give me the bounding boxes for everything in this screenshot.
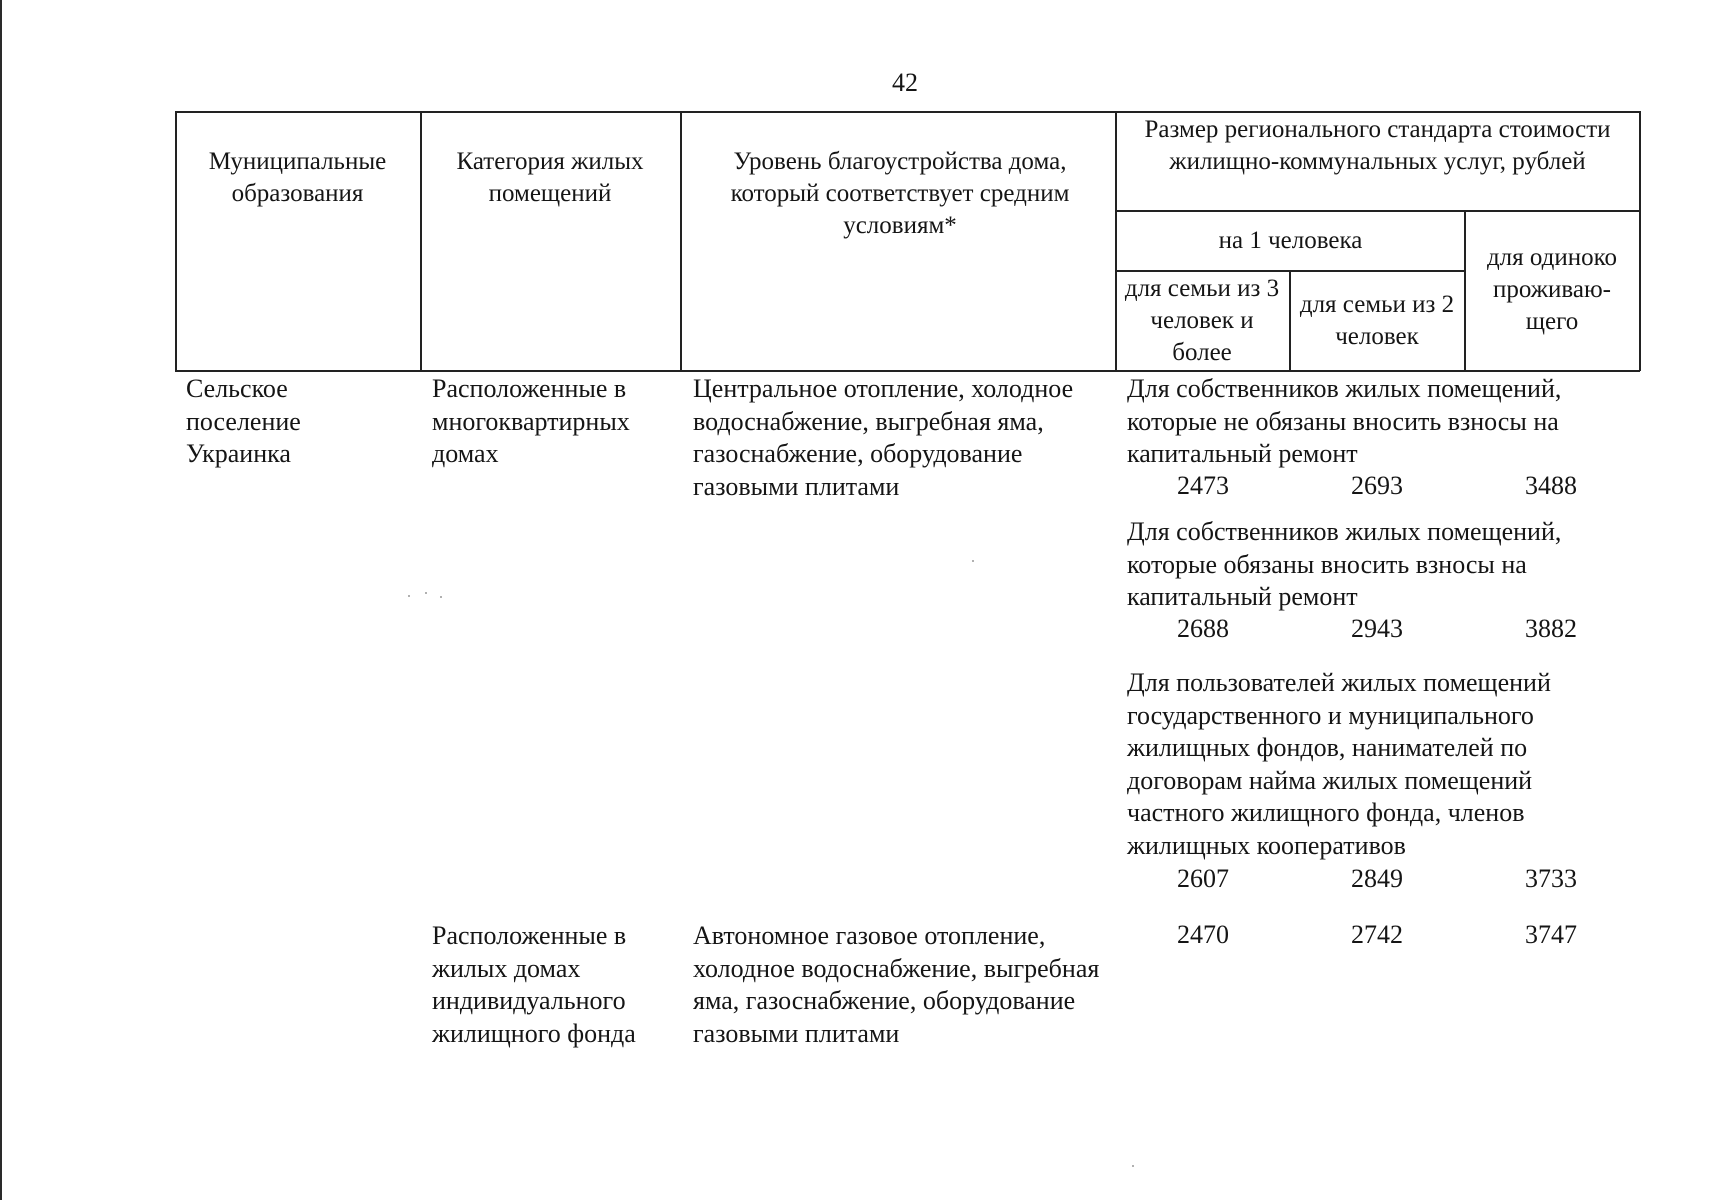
header-municipal: Муниципальные образования [208, 148, 387, 207]
category-individual-houses: Расположенные в жилых домах индивидуального жилищного фонда [432, 921, 636, 1048]
group-2-family-3-value: 2688 [1177, 614, 1229, 643]
header-per-person: на 1 человека [1218, 227, 1363, 254]
group-1-label: Для собственников жилых помещений, которые не обязаны вносить взносы на капитальный ремонт [1127, 374, 1562, 468]
header-family-2: для семьи из 2 человек [1299, 291, 1455, 350]
individual-family-2-value: 2742 [1351, 920, 1403, 949]
col-divider-4 [1289, 270, 1291, 371]
group-2-label: Для собственников жилых помещений, которые обязаны вносить взносы на капитальный ремонт [1127, 517, 1562, 611]
header-level: Уровень благоустройства дома, который соответствует средним условиям* [730, 148, 1070, 239]
individual-family-3-value: 2470 [1177, 920, 1229, 949]
scan-speck [408, 595, 410, 597]
col-divider-0 [175, 111, 177, 371]
individual-single-value: 3747 [1525, 920, 1577, 949]
col-divider-6 [1639, 111, 1641, 371]
group-1-family-2-value: 2693 [1351, 471, 1403, 500]
group-3-family-2-value: 2849 [1351, 864, 1403, 893]
scan-speck [972, 560, 974, 562]
table-header-bottom-border [175, 370, 1640, 372]
col-divider-2 [680, 111, 682, 371]
scan-speck [440, 596, 442, 598]
col-divider-1 [420, 111, 422, 371]
group-1-family-3-value: 2473 [1177, 471, 1229, 500]
col-divider-5 [1464, 210, 1466, 371]
group-3-family-3-value: 2607 [1177, 864, 1229, 893]
level-individual-houses: Автономное газовое отопление, холодное водоснабжение, выгребная яма, газоснабжение, оборудование газовыми плитами [693, 921, 1100, 1048]
group-3-single-value: 3733 [1525, 864, 1577, 893]
category-apartment-buildings: Расположенные в многоквартирных домах [432, 374, 630, 468]
group-2-family-2-value: 2943 [1351, 614, 1403, 643]
table-top-border [175, 111, 1640, 113]
level-apartment-buildings: Центральное отопление, холодное водоснабжение, выгребная яма, газоснабжение, оборудование газовыми плитами [693, 374, 1074, 501]
group-3-label: Для пользователей жилых помещений государственного и муниципального жилищных фондов, нанимателей по договорам найма жилых помещений частного жилищного фонда, членов жилищных кооперативов [1127, 668, 1551, 860]
scan-speck [425, 592, 427, 594]
scan-speck [1132, 1165, 1134, 1167]
page-number: 42 [892, 68, 918, 97]
header-standard: Размер регионального стандарта стоимости жилищно-коммунальных услуг, рублей [1144, 116, 1611, 175]
group-2-single-value: 3882 [1525, 614, 1577, 643]
municipality-name: Сельское поселение Украинка [186, 374, 301, 468]
header-category: Категория жилых помещений [456, 148, 644, 207]
table-header [0, 0, 1713, 400]
group-1-single-value: 3488 [1525, 471, 1577, 500]
header-family-3: для семьи из 3 человек и более [1124, 275, 1280, 366]
header-single: для одиноко проживаю-щего [1486, 243, 1618, 335]
